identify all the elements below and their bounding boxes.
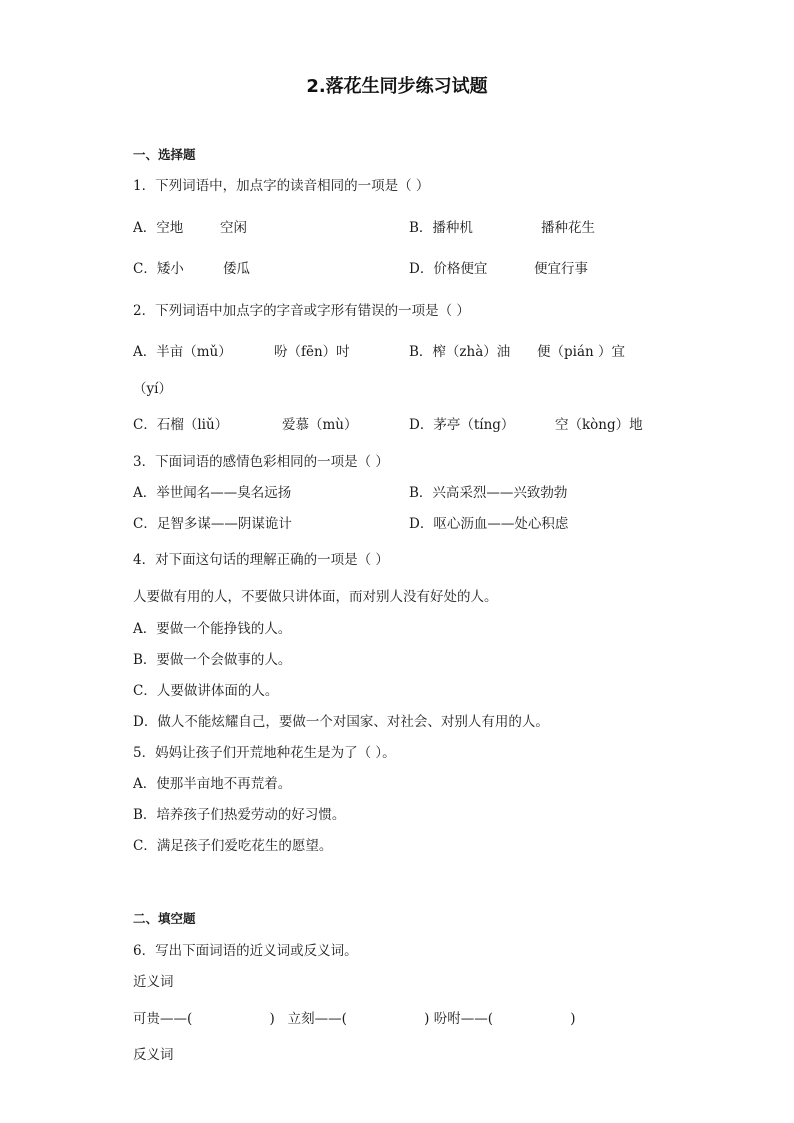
q1-option-c-word2: 倭瓜 (223, 261, 250, 277)
q2-option-a-word1: A．半亩（mǔ） (133, 344, 232, 360)
q1-option-b-word1: B．播种机 (409, 220, 473, 236)
q4-option-b: B．要做一个会做事的人。 (133, 652, 292, 668)
q3-option-c: C．足智多谋——阴谋诡计 (133, 516, 292, 532)
q4-option-a: A．要做一个能挣钱的人。 (133, 621, 292, 637)
q1-option-d-word1: D．价格便宜 (409, 261, 488, 277)
q1-option-a-word1: A．空地 (133, 220, 184, 236)
q4-option-c: C．人要做讲体面的人。 (133, 683, 279, 699)
q2-option-c-word2: 爱慕（mù） (282, 417, 358, 433)
q2-option-b-wrap: （yí） (133, 381, 172, 397)
q2-option-b-word1: B．榨（zhà）油 (409, 344, 511, 360)
q1-option-d-word2: 便宜行事 (534, 261, 588, 277)
q6-antonym-label: 反义词 (133, 1047, 174, 1063)
q1-option-c-word1: C．矮小 (133, 261, 184, 277)
q6-synonym-blanks: 可贵——( ) 立刻——( ) 吩咐——( ) (133, 1011, 576, 1027)
section-heading-choice: 一、选择题 (133, 147, 196, 162)
q4-option-d: D．做人不能炫耀自己，要做一个对国家、对社会、对别人有用的人。 (133, 714, 549, 730)
question-5-stem: 5．妈妈让孩子们开荒地种花生是为了（ ）。 (133, 745, 396, 761)
section-heading-fill: 二、填空题 (133, 911, 196, 926)
q3-option-b: B．兴高采烈——兴致勃勃 (409, 485, 568, 501)
q5-option-b: B．培养孩子们热爱劳动的好习惯。 (133, 807, 346, 823)
page-title: 2.落花生同步练习试题 (306, 76, 488, 97)
question-1-stem: 1．下列词语中，加点字的读音相同的一项是（ ） (133, 178, 430, 194)
q4-quote: 人要做有用的人，不要做只讲体面，而对别人没有好处的人。 (133, 589, 498, 605)
q2-option-a-word2: 吩（fēn）吋 (274, 344, 350, 360)
q6-synonym-label: 近义词 (133, 974, 174, 990)
question-2-stem: 2．下列词语中加点字的字音或字形有错误的一项是（ ） (133, 303, 470, 319)
q2-option-d-word1: D．茅亭（tíng） (409, 417, 515, 433)
q5-option-c: C．满足孩子们爱吃花生的愿望。 (133, 838, 333, 854)
question-3-stem: 3．下面词语的感情色彩相同的一项是（ ） (133, 454, 389, 470)
q2-option-d-word2: 空（kòng）地 (555, 417, 643, 433)
q1-option-a-word2: 空闲 (220, 220, 247, 236)
question-4-stem: 4．对下面这句话的理解正确的一项是（ ） (133, 552, 389, 568)
q2-option-b-word2: 便（pián ）宜 (537, 344, 625, 360)
q3-option-d: D．呕心沥血——处心积虑 (409, 516, 569, 532)
q3-option-a: A．举世闻名——臭名远扬 (133, 485, 292, 501)
question-6-stem: 6．写出下面词语的近义词或反义词。 (133, 943, 358, 959)
q2-option-c-word1: C．石榴（liǔ） (133, 417, 229, 433)
q1-option-b-word2: 播种花生 (541, 220, 595, 236)
q1-option-a (133, 219, 183, 237)
q5-option-a: A．使那半亩地不再荒着。 (133, 776, 292, 792)
